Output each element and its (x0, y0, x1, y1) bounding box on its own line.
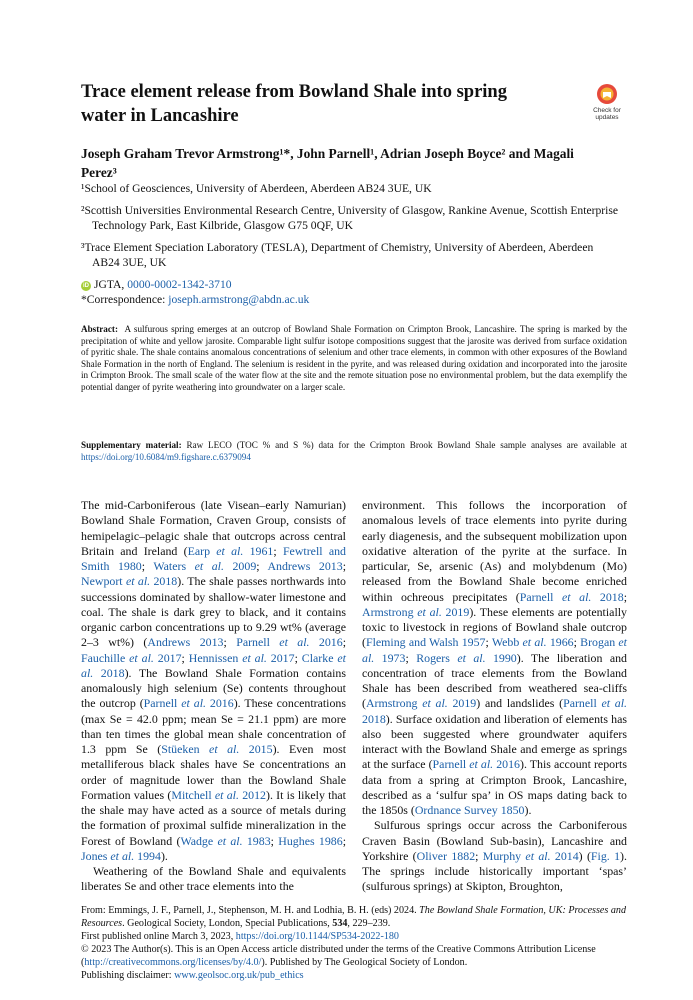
text-run: ) and landslides ( (476, 696, 564, 711)
correspondence-label: *Correspondence: (81, 293, 169, 306)
citation-link[interactable]: et al. (214, 787, 239, 802)
footer-license (81, 943, 636, 969)
text-run: ; (342, 559, 347, 573)
article-title: Trace element release from Bowland Shale into spring water in Lancashire (81, 82, 507, 126)
citation-link[interactable]: 2016 (493, 757, 520, 772)
abstract (81, 324, 627, 393)
citation-link[interactable]: Murphy (482, 848, 526, 863)
citation-link[interactable]: 2015 (239, 742, 273, 756)
text-run: ). The shale passes northwards into successions dominated by shallow-water limestone and coal. The shale is dark grey to black, and it contains organic carbon concentrations up to 9.29 wt% (average 2–3 wt%) ( (81, 574, 346, 650)
citation-link[interactable]: Armstrong (365, 696, 423, 711)
text-run: ). (524, 803, 532, 817)
citation-link[interactable]: et al. (194, 559, 224, 573)
text-run: ; (141, 559, 154, 573)
citation-link[interactable]: Armstrong (362, 604, 418, 619)
text-run: ). The springs include historically important ‘spas’ (sulfurous springs) at Skipton, Broughton, (362, 848, 627, 894)
text-run: ; (223, 635, 237, 650)
citation-link[interactable]: 2018 (362, 711, 386, 726)
text-run: ). The Bowland Shale Formation contains anomalously high selenium (Se) contents throughout the outcrop ( (81, 665, 346, 711)
supplementary-link[interactable]: https://doi.org/10.6084/m9.figshare.c.6379094 (81, 451, 251, 462)
citation-link[interactable]: et al. (362, 635, 627, 665)
text-run: Sulfurous springs occur across the Carboniferous Craven Basin (Bowland Sub-basin), Lancashire and Yorkshire ( (362, 818, 627, 863)
citation-link[interactable]: Fewtrell and Smith 1980 (81, 543, 346, 573)
text-run: ). Surface oxidation and liberation of elements has also been suggested where groundwater aquifers interact with the Bowland Shale and emerge as springs at the surface ( (362, 711, 627, 772)
citation-link[interactable]: 2012 (238, 787, 266, 802)
text-run: ; (294, 650, 302, 665)
citation-link[interactable]: Parnell (432, 757, 470, 772)
citation-link[interactable]: Andrews 2013 (147, 635, 224, 650)
text-run: © 2023 The Author(s). This is an Open Access article distributed under the terms of the Creative Commons Attribution License ( (81, 944, 596, 969)
text-run: Publishing disclaimer: (81, 970, 175, 982)
citation-link[interactable]: Oliver 1882 (416, 848, 476, 863)
citation-link[interactable]: et al. (561, 589, 592, 604)
citation-link[interactable]: et al. (181, 696, 206, 711)
text-run: Weathering of the Bowland Shale and equivalents liberates Se and other trace elements into the (81, 864, 346, 894)
citation-link[interactable]: 2017 (153, 650, 182, 665)
citation-link[interactable]: et al. (422, 696, 448, 711)
text-run: ; (270, 833, 279, 848)
citation-link[interactable]: 2014 (550, 848, 579, 863)
correspondence-line (81, 292, 621, 308)
text-run: ; (256, 559, 268, 573)
text-run: ; (342, 833, 346, 848)
citation-link[interactable]: Parnell (236, 635, 280, 650)
citation-link[interactable]: Webb (491, 635, 523, 650)
text-run: The mid-Carboniferous (late Visean–early Namurian) Bowland Shale Formation, Craven Group, consists of hemipelagic–pelagic shale that outcrops across central Britain and Ireland ( (81, 498, 346, 558)
citation-link[interactable]: 2018 (150, 574, 178, 589)
citation-link[interactable]: et al. (525, 848, 551, 863)
citation-link[interactable]: Newport (81, 574, 126, 589)
citation-link[interactable]: 2019 (447, 696, 477, 711)
citation-link[interactable]: Ordnance Survey 1850 (414, 803, 525, 817)
orcid-line (81, 277, 621, 293)
citation-link[interactable]: et al. (110, 848, 135, 863)
citation-link[interactable]: Hughes 1986 (278, 833, 343, 848)
abstract-text: A sulfurous spring emerges at an outcrop of Bowland Shale Formation on Crimpton Brook, Lancashire. The spring is marked by the precipitation of white and yellow jarosite. Comparable light sulfur isotope compositions suggest that the jarosite was derived from surface oxidation of pyritic shale. The shale contains anomalous concentrations of selenium and other trace elements, in common with other exposures of the Bowland Shale Formation in the north of England. The selenium is resident in the pyrite, and was released during oxidation and incorporated into the jarosite in Crimpton Brook. The small scale of the water flow at the site and the remote situation pose no environmental problem, but the data exemplify the potential danger of pyrite weathering into groundwater on a larger scale. (81, 324, 628, 392)
footer-published (81, 930, 636, 943)
text-run: ). Even most metalliferous black shales have Se concentrations an order of magnitude lower than the Bowland Shale Formation values ( (81, 742, 347, 802)
text-run: ). The liberation and concentration of trace elements from the Bowland Shale has been described from weathered sea-cliffs ( (362, 650, 627, 711)
citation-link[interactable]: et al. (279, 635, 310, 650)
citation-link[interactable]: et al. (601, 696, 628, 711)
citation-link[interactable]: 1966 (546, 635, 574, 650)
abstract-label: Abstract: (81, 324, 118, 334)
text-run: ). These concentrations (max Se = 42.0 ppm; mean Se = 21.1 ppm) are more than ten times the global mean shale concentration of 1.3 ppm Se ( (81, 696, 346, 756)
affiliation-2: ²Scottish Universities Environmental Research Centre, University of Glasgow, Rankine Avenue, Scottish Enterprise Technology Park, East Kilbride, Glasgow G75 0QF, UK (81, 203, 618, 232)
citation-link[interactable]: Mitchell (171, 787, 215, 802)
citation-link[interactable]: et al. (217, 833, 243, 848)
text-run: ). This account reports data from a spring at Crimpton Brook, Lancashire, described as a ‘sulfur spa’ in OS maps dating back to the 1850s ( (362, 757, 627, 817)
body-paragraph (362, 498, 627, 818)
supplementary-text: Raw LECO (TOC % and S %) data for the Crimpton Brook Bowland Shale sample analyses are available at (186, 440, 627, 450)
citation-link[interactable]: 1990 (485, 650, 517, 665)
text-run: . Geological Society, London, Special Publications, (122, 918, 333, 930)
text-run: ; (181, 650, 189, 665)
citation-link[interactable]: Parnell (563, 696, 602, 711)
orcid-name: JGTA, (94, 277, 128, 291)
citation-link[interactable]: Jones (81, 848, 111, 863)
text-run: ; (573, 635, 581, 650)
orcid-icon: iD (83, 282, 89, 289)
footer-disclaimer (81, 969, 636, 982)
text-run: ; (623, 589, 627, 604)
text-run: environment. This follows the incorporation of anomalous levels of trace elements into pyrite during early diagenesis, and the subsequent mobilization upon oxidative alteration of the pyrite at the surface. In particular, Se, arsenic (As) and molybdenum (Mo) released from the Bowland Shale become enriched within ochreous precipitates ( (362, 498, 627, 604)
supplementary-material (81, 440, 627, 463)
check-for-updates-badge[interactable] (589, 82, 625, 122)
citation-link[interactable]: et al. (125, 574, 151, 589)
citation-link[interactable]: et al. (457, 650, 486, 665)
citation-link[interactable]: Brogan (580, 635, 619, 650)
citation-link[interactable]: Fleming and Walsh 1957 (365, 635, 486, 650)
citation-link[interactable]: et al. (81, 650, 346, 680)
text-run: , 229–239. (347, 918, 391, 930)
text-run: ) ( (578, 848, 591, 863)
footer-citation (81, 904, 636, 930)
body-column-left (81, 498, 346, 895)
citation-link[interactable]: Wadge (180, 833, 218, 848)
citation-link[interactable]: Fauchille (81, 650, 130, 665)
text-run: 534 (332, 918, 348, 930)
body-column-right (362, 498, 627, 895)
affiliation-1: ¹School of Geosciences, University of Aberdeen, Aberdeen AB24 3UE, UK (81, 182, 432, 195)
citation-link[interactable]: Rogers (416, 650, 458, 665)
citation-link[interactable]: Clarke (301, 650, 338, 665)
text-run: ). Published by The Geological Society of London. (261, 957, 468, 969)
citation-link[interactable]: Waters (153, 559, 195, 573)
citation-link[interactable]: 2018 (591, 589, 624, 604)
text-run: The Bowland Shale Formation, UK: Processes and Resources (81, 905, 626, 930)
text-run: ; (485, 635, 492, 650)
citation-link[interactable]: 2018 (93, 665, 125, 680)
citation-link[interactable]: Fig. 1 (590, 848, 621, 863)
badge-line-1: Check for (593, 107, 621, 114)
text-run: ). These elements are potentially toxic to livestock in regions of Bowland shale outcrop ( (362, 604, 627, 650)
citation-link[interactable]: 2016 (309, 635, 343, 650)
body-paragraph (362, 818, 627, 894)
citation-link[interactable]: 2017 (266, 650, 295, 665)
citation-link[interactable]: et al. (209, 742, 240, 756)
text-run: ; (405, 650, 417, 665)
citation-link[interactable]: et al. (469, 757, 494, 772)
text-run: ). (160, 848, 168, 863)
citation-link[interactable]: Parnell (143, 696, 182, 711)
citation-link[interactable]: et al. (522, 635, 547, 650)
citation-link[interactable]: http://creativecommons.org/licenses/by/4.0/ (84, 957, 262, 969)
text-run: ; (342, 635, 347, 650)
footer (81, 904, 636, 983)
citation-link[interactable]: 1983 (242, 833, 271, 848)
citation-link[interactable]: et al. (242, 650, 267, 665)
citation-link[interactable]: 1961 (243, 543, 274, 558)
citation-link[interactable]: 2016 (206, 696, 234, 711)
check-for-updates-icon (589, 82, 625, 122)
citation-link[interactable]: Hennissen (188, 650, 243, 665)
citation-link[interactable]: Stüeken (161, 742, 210, 756)
citation-link[interactable]: Parnell (519, 589, 562, 604)
body-paragraph (81, 498, 346, 864)
citation-link[interactable]: 1973 (374, 650, 406, 665)
text-run: ). It is likely that the shale may have acted as a source of metals during the formation of proximal sulfide mineralization in the Forest of Bowland ( (81, 787, 346, 848)
citation-link[interactable]: Andrews 2013 (267, 559, 343, 573)
text-run: ; (475, 848, 483, 863)
body-paragraph (81, 864, 346, 895)
citation-link[interactable]: 1994 (134, 848, 161, 863)
text-run: ; (273, 543, 283, 558)
citation-link[interactable]: 2009 (223, 559, 257, 573)
orcid-link[interactable]: 0000-0002-1342-3710 (127, 277, 232, 291)
text-run: From: Emmings, J. F., Parnell, J., Stephenson, M. H. and Lodhia, B. H. (eds) 2024. (81, 905, 420, 916)
citation-link[interactable]: et al. (216, 543, 244, 558)
affiliations (81, 181, 621, 308)
correspondence-email-link[interactable]: joseph.armstrong@abdn.ac.uk (168, 293, 310, 306)
citation-link[interactable]: www.geolsoc.org.uk/pub_ethics (174, 970, 304, 982)
supplementary-label: Supplementary material: (81, 440, 182, 450)
citation-link[interactable]: 2019 (441, 604, 470, 619)
affiliation-3: ³Trace Element Speciation Laboratory (TESLA), Department of Chemistry, University of Aberdeen, Aberdeen AB24 3UE, UK (81, 240, 594, 269)
text-run: First published online March 3, 2023, (81, 931, 236, 943)
citation-link[interactable]: et al. (417, 604, 442, 619)
badge-line-2: updates (595, 114, 619, 121)
citation-link[interactable]: https://doi.org/10.1144/SP534-2022-180 (235, 931, 399, 943)
citation-link[interactable]: et al. (129, 650, 154, 665)
citation-link[interactable]: Earp (187, 543, 217, 558)
author-list: Joseph Graham Trevor Armstrong¹*, John Parnell¹, Adrian Joseph Boyce² and Magali Perez³ (81, 146, 574, 180)
